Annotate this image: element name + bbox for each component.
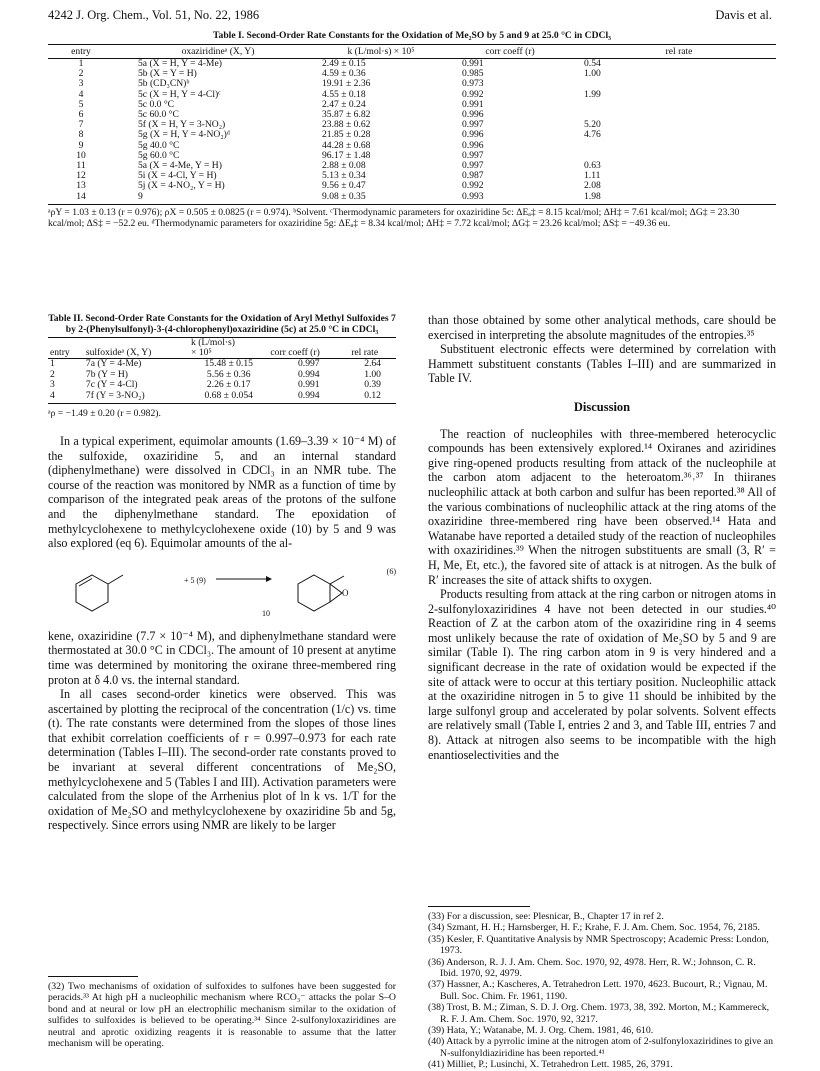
reference-item: (39) Hata, Y.; Watanabe, M. J. Org. Chem. 1981, 46, 610. xyxy=(428,1025,654,1037)
table-cell: 9 xyxy=(114,192,300,205)
table-cell: 0.992 xyxy=(462,88,484,100)
table-cell: 5.56 ± 0.36 xyxy=(206,368,251,380)
body-paragraph: kene, oxaziridine (7.7 × 10⁻⁴ M), and diphenylmethane standard were thermostated at 30.0 °C in CDCl₃. The amount of 10 present at anytime time was determined by monitoring the oxirane three-membered ring proton at δ 4.0 vs. the internal standard. xyxy=(48,628,396,687)
right-column xyxy=(428,313,776,762)
table-2 xyxy=(48,313,396,422)
table-cell: 7c (Y = 4-Cl) xyxy=(85,379,138,391)
table-cell: 4 xyxy=(48,391,84,404)
table-cell: 0.993 xyxy=(442,192,560,205)
reference-item: (33) For a discussion, see: Plesnicar, B., Chapter 17 in ref 2. xyxy=(428,911,664,922)
table-2-header: × 10⁵ xyxy=(189,348,268,359)
table-cell: 0.996 xyxy=(462,109,484,121)
table-row xyxy=(48,391,396,404)
table-cell: 6 xyxy=(78,109,84,121)
table-cell: 14 xyxy=(48,192,114,205)
table-cell: 8 xyxy=(78,129,84,141)
table-cell: 0.12 xyxy=(349,391,396,404)
table-cell: 35.87 ± 6.82 xyxy=(322,109,371,121)
svg-text:O: O xyxy=(342,587,349,598)
table-cell: 5c 0.0 °C xyxy=(138,98,175,110)
table-cell: 9.56 ± 0.47 xyxy=(322,180,366,192)
table-2-header: corr coeff (r) xyxy=(268,348,349,359)
table-2-grid xyxy=(48,337,396,404)
table-cell: 5i (X = 4-Cl, Y = H) xyxy=(138,170,217,182)
left-column xyxy=(48,313,396,833)
table-cell: 1.98 xyxy=(560,192,776,205)
table-cell: 3 xyxy=(50,379,55,391)
table-cell: 19.91 ± 2.36 xyxy=(322,78,371,90)
table-cell: 7b (Y = H) xyxy=(85,368,128,380)
table-2-header: sulfoxideᵃ (X, Y) xyxy=(84,348,189,359)
table-2-header: rel rate xyxy=(349,348,396,359)
table-cell: 2 xyxy=(78,68,84,80)
table-cell: 2 xyxy=(50,368,55,380)
table-cell: 5c 60.0 °C xyxy=(138,109,179,121)
table-cell: 15.48 ± 0.15 xyxy=(204,358,253,369)
table-cell: 1.99 xyxy=(584,88,601,100)
table-cell: 0.997 xyxy=(462,160,484,172)
header-journal: 4242 J. Org. Chem., Vol. 51, No. 22, 1986 xyxy=(48,8,260,22)
table-2-header: k (L/mol·s) xyxy=(189,338,268,349)
table-cell: 5g 60.0 °C xyxy=(138,149,180,161)
table-1-header: entry xyxy=(48,45,114,59)
reference-item: (38) Trost, B. M.; Ziman, S. D. J. Org. Chem. 1973, 38, 392. Morton, M.; Kammereck, R. F. J. Am. Chem. Soc. 1970, 92, 3217. xyxy=(428,1002,770,1025)
table-cell: 7 xyxy=(78,119,84,131)
reference-item: (35) Kesler, F. Quantitative Analysis by NMR Spectroscopy; Academic Press: London, 1973. xyxy=(428,933,769,957)
body-paragraph: The reaction of nucleophiles with three-membered heterocyclic compounds has been extensively explored.¹⁴ Oxiranes and aziridines give ring-opened products resulting from attack of the nucleophile at the carbon atom adjacent to the heteroatom.³⁶˒³⁷ In thiiranes nucleophilic attack at both carbon and sulfur has been reported.³⁸ All of the various combinations of nucleophilic attack at the ring atoms of the oxaziridine three-membered ring have been observed.¹⁴ Hata and Watanabe have reported a detailed study of the reaction of nucleophiles with oxaziridines.³⁹ When the nitrogen substituents are small (3, R′ = H, Me, Et, etc.), the favored site of attack is at nitrogen. As the bulk of R′ increases the site of attack shifts to oxygen. xyxy=(428,426,776,587)
table-cell: 1 xyxy=(50,358,55,369)
table-cell: 5g (X = H, Y = 4-NO₂)ᵈ xyxy=(138,129,230,141)
equation-reagent: + 5 (9) xyxy=(184,575,206,585)
table-cell: 0.985 xyxy=(462,68,484,80)
table-row xyxy=(48,359,396,370)
table-cell: 9.08 ± 0.35 xyxy=(300,192,442,205)
table-cell: 96.17 ± 1.48 xyxy=(322,149,371,161)
table-cell: 0.996 xyxy=(462,129,484,141)
section-heading: Discussion xyxy=(573,399,631,414)
table-cell: 1.00 xyxy=(584,68,601,80)
body-paragraph: In a typical experiment, equimolar amounts (1.69–3.39 × 10⁻⁴ M) of the sulfoxide, oxaziridine 5, and an internal standard (diphenylmethane) were dissolved in CDCl₃ in an NMR tube. The course of the reaction was monitored by NMR as a function of time by comparison of the integrated peak areas of the protons of the sulfone and the diphenylmethane standard. The epoxidation of methylcyclohexene to methylcyclohexene oxide (10) by 5 and 9 was also explored (eq 6). Equimolar amounts of the al- xyxy=(48,433,396,551)
table-cell: 0.997 xyxy=(462,119,484,131)
table-cell: 0.992 xyxy=(462,180,484,192)
table-cell: 5a (X = H, Y = 4-Me) xyxy=(138,58,222,69)
reference-item: (40) Attack by a pyrrolic imine at the nitrogen atom of 2-sulfonyloxaziridines to give an N-sulfonyldiaziridine has been reported.⁴¹ xyxy=(428,1036,773,1059)
table-cell: 0.68 ± 0.054 xyxy=(189,391,268,404)
table-1 xyxy=(48,30,776,229)
table-cell: 10 xyxy=(76,149,86,161)
table-1-header: oxaziridineᵃ (X, Y) xyxy=(114,45,300,59)
table-cell: 0.996 xyxy=(462,139,484,151)
table-2-header-row xyxy=(48,348,396,359)
table-cell: 4 xyxy=(78,88,84,100)
table-cell xyxy=(560,100,776,110)
table-cell: 4.76 xyxy=(584,129,601,141)
table-cell: 5b (CD₃CN)ᵇ xyxy=(138,78,190,90)
table-row xyxy=(48,192,776,205)
equation-number: (6) xyxy=(386,566,396,576)
table-cell: 0.991 xyxy=(462,98,484,110)
table-2-caption: Table II. Second-Order Rate Constants for the Oxidation of Aryl Methyl Sulfoxides 7 by 2-(Phenylsulfonyl)-3-(4-chlorophenyl)oxaziridine (5c) at 25.0 °C in CDCl₃ xyxy=(48,313,396,335)
table-cell: 0.997 xyxy=(298,358,320,369)
table-cell: 0.987 xyxy=(462,170,484,182)
reference-item: (36) Anderson, R. J. J. Am. Chem. Soc. 1970, 92, 4978. Herr, R. W.; Johnson, C. R. Ibid. 1970, 92, 4979. xyxy=(428,956,756,980)
table-cell: 2.08 xyxy=(584,180,601,192)
table-1-header: corr coeff (r) xyxy=(442,45,560,59)
table-cell xyxy=(560,141,776,151)
header-authors: Davis et al. xyxy=(715,8,772,22)
body-paragraph: Substituent electronic effects were determined by correlation with Hammett substituent constants (Tables I–III) and are summarized in Table IV. xyxy=(428,342,776,386)
epoxidation-scheme xyxy=(48,557,396,619)
table-cell: 0.39 xyxy=(364,379,381,391)
table-cell: 0.994 xyxy=(268,391,349,404)
table-1-header: rel rate xyxy=(560,45,776,59)
table-row xyxy=(48,181,776,191)
table-2-header: entry xyxy=(48,348,84,359)
reference-item: (41) Milliet, P.; Lusinchi, X. Tetrahedron Lett. 1985, 26, 3791. xyxy=(428,1059,673,1071)
table-cell: 0.63 xyxy=(584,160,601,172)
footnote-rule xyxy=(428,906,530,907)
table-1-footnote: ᵃρY = 1.03 ± 0.13 (r = 0.976); ρX = 0.505 ± 0.0825 (r = 0.974). ᵇSolvent. ᶜThermodynamic parameters for oxaziridine 5c: ΔEₐ‡ = 8.15 kcal/mol; ΔH‡ = 7.61 kcal/mol; ΔG‡ = 23.30 kcal/mol; ΔS‡ = −52.2 eu. ᵈThermodynamic parameters for oxaziridine 5g: ΔEₐ‡ = 8.34 kcal/mol; ΔH‡ = 7.72 kcal/mol; ΔG‡ = 23.26 kcal/mol; ΔS‡ = −49.36 eu. xyxy=(48,206,740,229)
table-cell: 23.88 ± 0.62 xyxy=(322,119,371,131)
table-cell: 2.64 xyxy=(364,358,381,369)
table-2-footnote: ᵃρ = −1.49 ± 0.20 (r = 0.982). xyxy=(48,408,161,420)
table-cell: 5.20 xyxy=(584,119,601,131)
reference-item: (34) Szmant, H. H.; Harnsberger, H. F.; Krahe, F. J. Am. Chem. Soc. 1954, 76, 2185. xyxy=(428,922,761,934)
table-cell: 5f (X = H, Y = 3-NO₂) xyxy=(138,119,226,131)
table-cell: 3 xyxy=(78,78,84,90)
table-cell: 7f (Y = 3-NO₂) xyxy=(84,391,189,404)
table-cell: 5 xyxy=(78,98,84,110)
table-cell: 0.54 xyxy=(584,58,601,69)
table-cell: 5c (X = H, Y = 4-Cl)ᶜ xyxy=(138,88,221,100)
table-cell: 2.26 ± 0.17 xyxy=(206,379,251,391)
table-cell: 21.85 ± 0.28 xyxy=(322,129,371,141)
table-cell: 7a (Y = 4-Me) xyxy=(85,358,142,369)
table-1-grid xyxy=(48,44,776,205)
table-cell: 12 xyxy=(76,170,86,182)
table-cell: 5b (X = Y = H) xyxy=(138,68,197,80)
table-cell: 1.00 xyxy=(364,368,381,380)
table-cell: 0.991 xyxy=(298,379,320,391)
table-cell: 5.13 ± 0.34 xyxy=(322,170,366,182)
table-1-caption: Table I. Second-Order Rate Constants for the Oxidation of Me₂SO by 5 and 9 at 25.0 °C in CDCl₃ xyxy=(213,30,611,41)
table-cell: 0.994 xyxy=(298,368,320,380)
table-cell: 0.991 xyxy=(462,58,484,69)
table-cell: 4.59 ± 0.36 xyxy=(322,68,366,80)
body-paragraph: In all cases second-order kinetics were observed. This was ascertained by plotting the reciprocal of the concentration (1/c) vs. time (t). The rate constants were determined from the slopes of those lines that exhibit correlation coefficients of r = 0.997–0.973 for each rate determination (Tables I–III). The second-order rate constants proved to be invariant at several different concentrations of Me₂SO, methylcyclohexene and 5 (Tables I and III). Activation parameters were calculated from the slope of the Arrhenius plot of ln k vs. 1/T for the oxidation of Me₂SO and methylcyclohexene by oxaziridine 5b and 5g, respectively. Since errors using NMR are likely to be larger xyxy=(48,687,396,833)
table-cell: 9 xyxy=(78,139,84,151)
table-cell: 0.997 xyxy=(462,149,484,161)
table-cell: 1 xyxy=(78,58,84,69)
table-cell: 0.973 xyxy=(462,78,484,90)
footnote-32 xyxy=(48,976,396,1049)
table-cell: 5j (X = 4-NO₂, Y = H) xyxy=(138,180,225,192)
body-paragraph: than those obtained by some other analytical methods, care should be exercised in interpreting the absolute magnitudes of the entropies.³⁵ xyxy=(428,313,776,342)
table-cell: 2.49 ± 0.15 xyxy=(322,58,366,69)
reference-item: (37) Hassner, A.; Kascheres, A. Tetrahedron Lett. 1970, 4623. Bucourt, R.; Vignau, M. Bull. Soc. Chim. Fr. 1961, 1190. xyxy=(428,979,768,1002)
table-cell: 44.28 ± 0.68 xyxy=(322,139,371,151)
table-cell: 5a (X = 4-Me, Y = H) xyxy=(138,160,222,172)
table-cell: 13 xyxy=(76,180,86,192)
table-cell: 1.11 xyxy=(584,170,601,182)
equation-6 xyxy=(48,557,396,619)
table-cell: 2.88 ± 0.08 xyxy=(322,160,366,172)
reference-list xyxy=(428,906,776,1071)
footnote-rule xyxy=(48,976,138,977)
table-cell: 5g 40.0 °C xyxy=(138,139,180,151)
table-1-header-row xyxy=(48,45,776,59)
table-1-header: k (L/mol·s) × 10⁵ xyxy=(300,45,442,59)
equation-product-label: 10 xyxy=(262,608,270,618)
table-cell: 11 xyxy=(76,160,86,172)
body-paragraph: Products resulting from attack at the ring carbon or nitrogen atoms in 2-sulfonyloxaziridines 4 have not been detected in our studies.⁴⁰ Reaction of Z at the carbon atom of the oxaziridine ring in 4 seems most unlikely because the rate of oxidation of Me₂SO by 5 and 9 are similar (Table I). The ring carbon atom in 9 is very hindered and a significant decrease in the rate of oxidation would be expected if the site of attack were to occur at this tertiary position. Nucleophilic attack at the oxaziridine nitrogen in 5 to give 11 should be inhibited by the large sulfonyl group and accelerated by polar solvents. Solvent effects are relatively small (Table I, entries 2 and 3, and Table III, entries 7 and 8). Attack at nitrogen also seems to be incompatible with the high enantioselectivities and the xyxy=(428,587,776,762)
table-cell: 4.55 ± 0.18 xyxy=(322,88,366,100)
footnote-text: (32) Two mechanisms of oxidation of sulfoxides to sulfones have been suggested for peracids.³³ At high pH a nucleophilic mechanism where RCO₃⁻ attacks the polar S–O bond and at neural or low pH an electrophilic mechanism similar to the oxidation of sulfides to sulfoxides is believed to be operating.³⁴ Since 2-sulfonyloxaziridines are neutral and aprotic oxidizing reagents it is reasonable to assume that the latter mechanism will be operating. xyxy=(48,981,396,1050)
running-header xyxy=(48,8,772,24)
table-cell: 2.47 ± 0.24 xyxy=(322,98,366,110)
